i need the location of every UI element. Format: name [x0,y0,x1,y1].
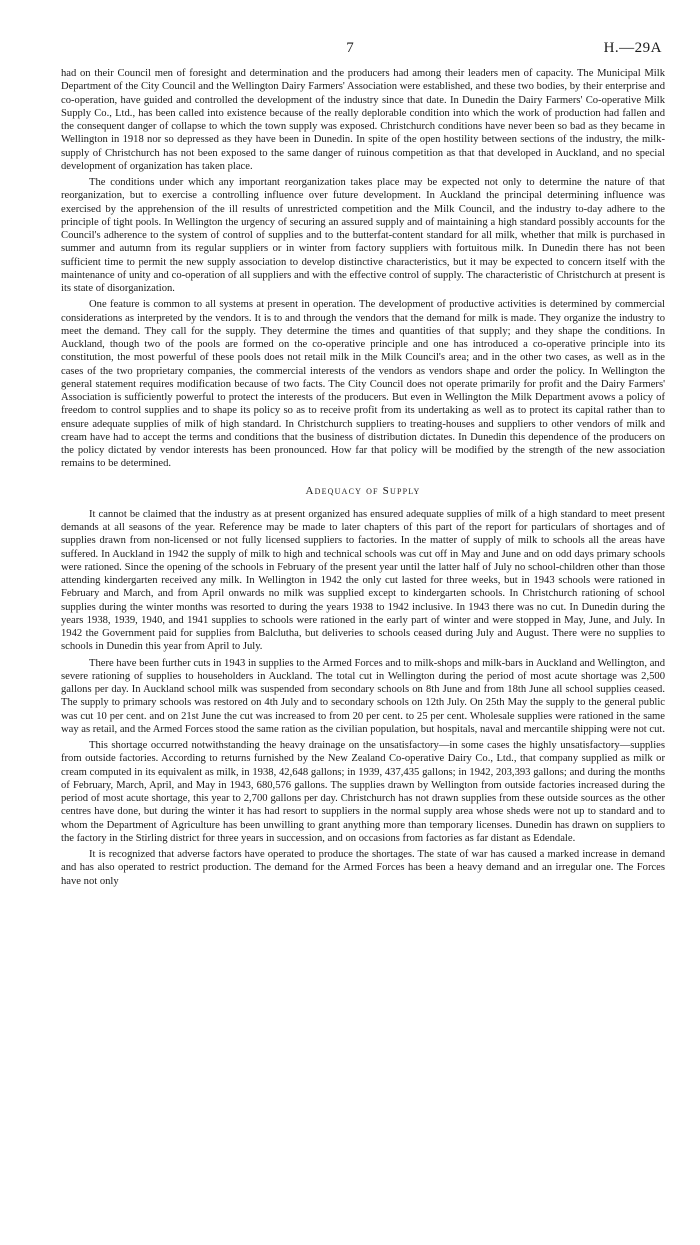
document-reference: H.—29A [603,40,662,56]
paragraph: One feature is common to all systems at present in operation. The development of productive activities is determined by commercial considerations as interpreted by the vendors. It is to and through the vendors that the demand for milk is made. They organize the industry to meet the demand. They call for the supply. They determine the times and quantities of that supply; and they shape the conditions. In Auckland, though two of the pools are formed on the co-operative principle and one has introduced a co-operative principle into its constitution, the most powerful of these pools does not retail milk in the Milk Council's area; and in the other two cases, as well as in the cases of the two proprietary companies, the commercial interests of the vendors as vendors shape and order the policy. In Wellington the general statement requires modification because of two facts. The City Council does not operate primarily for profit and the Dairy Farmers' Association is sufficiently powerful to protect the interests of the producers. But even in Wellington the Milk Department avows a policy of freedom to control supplies and to shape its policy so as to receive profit from its undertaking as well as to protect its capital rather than to ensure adequate supplies of milk of high standard. In Christchurch suppliers to treating-houses and suppliers to other vendors of milk and cream have had to accept the terms and conditions that the business of distribution dictates. In Dunedin this dependence of the producers on the policy dictated by vendor interests has been pronounced. How far that policy will be modified by the strength of the new association remains to be determined. [61,299,665,470]
paragraph: It cannot be claimed that the industry as at present organized has ensured adequate supplies of milk of a high standard to meet present demands at all seasons of the year. Reference may be made to later chapters of this part of the report for particulars of shortages and of supplies drawn from non-licensed or not fully licensed suppliers to factories. In the matter of supply of milk to schools all the areas have suffered. In Auckland in 1942 the supply of milk to high and technical schools was cut off in May and June and on odd days primary schools were rationed. Since the opening of the schools in February of the present year until the latter half of July no school-children other than those attending kindergarten received any milk. In Wellington in 1942 the only cut lasted for three weeks, but in 1943 schools were rationed in February and March, and from April onwards no milk was supplied except to kindergarten schools. In Christchurch rationing of school supplies during the winter months was resorted to during the years 1938 to 1942 inclusive. In 1943 there was no cut. In Dunedin during the years 1938, 1939, 1940, and 1941 supplies to schools were rationed in the early part of winter and were stopped in May, June, and July. In 1942 the Government paid for supplies from Balclutha, but deliveries to schools ceased during July and August. There were no supplies to schools in Dunedin this year from April to July. [61,508,665,653]
paragraph: It is recognized that adverse factors have operated to produce the shortages. The state of war has caused a marked increase in demand and has also operated to restrict production. The demand for the Armed Forces has been a heavy demand and an irregular one. The Forces have not only [61,849,665,887]
paragraph: There have been further cuts in 1943 in supplies to the Armed Forces and to milk-shops and milk-bars in Auckland and Wellington, and severe rationing of supplies to householders in Auckland. The total cut in Wellington during the period of most acute shortage was 2,500 gallons per day. In Auckland school milk was suspended from secondary schools on 8th June and from 18th June all school supplies ceased. The supply to primary schools was restored on 4th July and to secondary schools on 12th July. On 25th May the supply to the general public was cut 10 per cent. and on 21st June the cut was increased to from 20 per cent. to 25 per cent. Wholesale supplies were rationed in the same way as retail, and the Armed Forces stood the same ration as the civilian population, but hospitals, naval and mercantile shipping were not cut. [61,657,665,735]
page-number: 7 [346,40,354,56]
document-body [61,67,665,888]
section-heading: Adequacy of Supply [305,484,421,497]
paragraph: This shortage occurred notwithstanding the heavy drainage on the unsatisfactory—in some cases the highly unsatisfactory—supplies from outside factories. According to returns furnished by the New Zealand Co-operative Dairy Co., Ltd., that company supplied as milk or cream computed in its equivalent as milk, in 1938, 42,648 gallons; in 1939, 437,435 gallons; in 1942, 203,393 gallons; and during the months of February, March, April, and May in 1943, 680,576 gallons. The supplies drawn by Wellington from outside factories increased during the period of most acute shortage, this year to 2,700 gallons per day. Christchurch has not drawn supplies from these outside sources as the other centres have done, but during the winter it has had resort to suppliers in the normal supply area whose sheds were not up to standard and to whom the Department of Agriculture has been unwilling to grant anything more than temporary licenses. Dunedin has drawn on suppliers to the factory in the Stirling district for three years in succession, and on occasions from factories as far distant as Edendale. [61,740,665,844]
paragraph: The conditions under which any important reorganization takes place may be expected not only to determine the nature of that reorganization, but to exercise a controlling influence over future development. In Auckland the principal determining influence was exercised by the apprehension of the ill results of unrestricted competition and the Milk Council, and the industry to-day adhere to the principle of tight pools. In Wellington the urgency of securing an assured supply and of maintaining a high standard possibly accounts for the Council's adherence to the system of control of supplies and to the butterfat-content standard for all milk, whether that milk is purchased in summer and autumn from its regular suppliers or in winter from factory suppliers with fortuitous milk. In Dunedin there has not been sufficient time to permit the new supply association to develop distinctive characteristics, but it may be expected to concern itself with the maintenance of unity and co-operation of all suppliers and with the effective control of supply. The characteristic of Christchurch at present is its state of disorganization. [61,177,665,294]
paragraph-continued: had on their Council men of foresight and determination and the producers had among their leaders men of capacity. The Municipal Milk Department of the City Council and the Wellington Dairy Farmers' Association were established, and these two bodies, by their enterprise and co-operation, have guided and controlled the development of the industry since that date. In Dunedin the Dairy Farmers' Co-operative Milk Supply Co., Ltd., has been called into existence because of the really deplorable condition into which the work of production had fallen and the consequent danger of collapse to which the town supply was exposed. Christchurch conditions have never been so bad as they became in Wellington in 1918 nor so depressed as they have been in Dunedin. In spite of the open hostility between sections of the industry, the milk-supply of Christchurch has not been exposed to the same danger of ruinous competition as that that developed in Auckland, and no special development of organization has taken place. [61,68,665,172]
